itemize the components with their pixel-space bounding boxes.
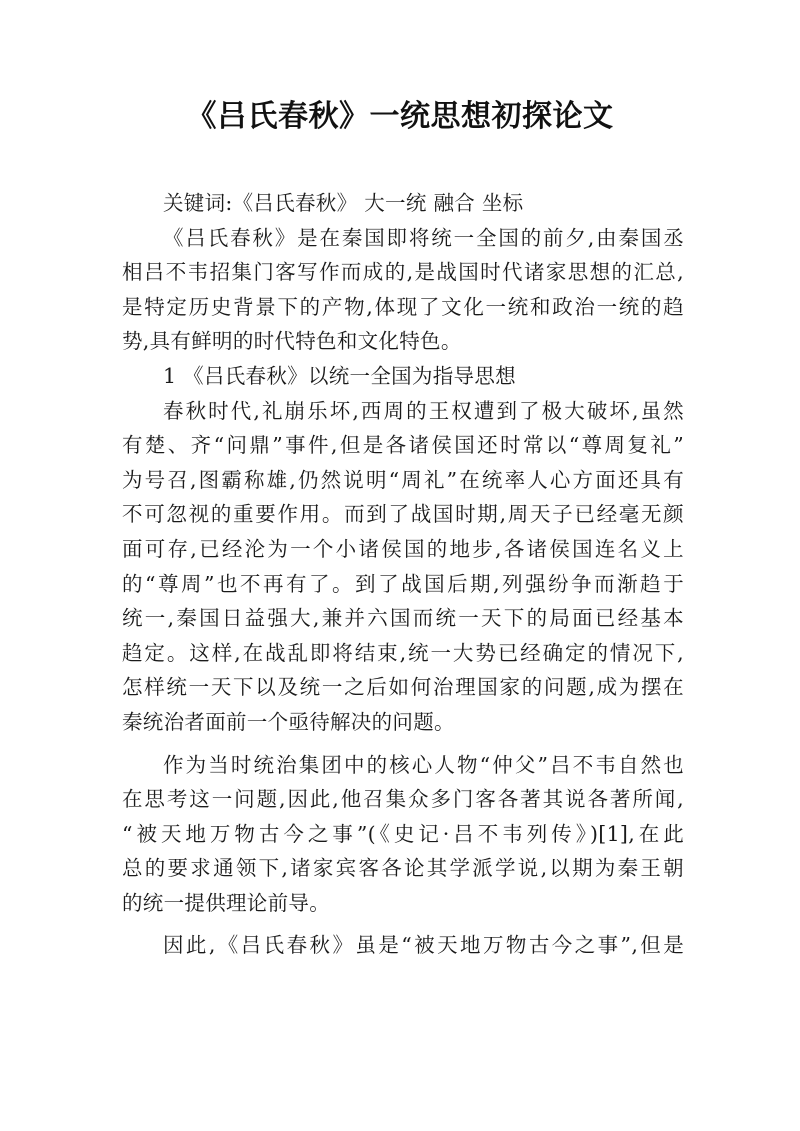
text-line: 有楚、齐“问鼎”事件,但是各诸侯国还时常以“尊周复礼” <box>122 433 684 458</box>
text-line: 不可忽视的重要作用。而到了战国时期,周天子已经毫无颜 <box>122 502 684 527</box>
text-line: 作为当时统治集团中的核心人物“仲父”吕不韦自然也 <box>163 752 684 777</box>
text-line: 的统一提供理论前导。 <box>122 890 330 915</box>
text-line: 相吕不韦招集门客写作而成的,是战国时代诸家思想的汇总, <box>122 260 684 285</box>
paragraph-gap <box>122 920 684 928</box>
text-line: 在思考这一问题,因此,他召集众多门客各著其说各著所闻, <box>122 787 684 812</box>
text-line: 统一,秦国日益强大,兼并六国而统一天下的局面已经基本 <box>122 606 684 631</box>
text-line: 怎样统一天下以及统一之后如何治理国家的问题,成为摆在 <box>122 675 684 700</box>
text-line: 《吕氏春秋》是在秦国即将统一全国的前夕,由秦国丞 <box>163 225 684 250</box>
text-line: 的“尊周”也不再有了。到了战国后期,列强纷争而渐趋于 <box>122 571 684 596</box>
text-line: 势,具有鲜明的时代特色和文化特色。 <box>122 329 462 354</box>
text-line: 面可存,已经沦为一个小诸侯国的地步,各诸侯国连名义上 <box>122 536 684 561</box>
text-line: 是特定历史背景下的产物,体现了文化一统和政治一统的趋 <box>122 294 684 319</box>
text-line: 因此,《吕氏春秋》虽是“被天地万物古今之事”,但是 <box>163 933 684 958</box>
text-line: 关键词:《吕氏春秋》 大一统 融合 坐标 <box>163 191 524 215</box>
document-title: 《吕氏春秋》一统思想初探论文 <box>186 99 614 134</box>
text-line: 为号召,图霸称雄,仍然说明“周礼”在统率人心方面还具有 <box>122 467 684 492</box>
text-line: 1 《吕氏春秋》以统一全国为指导思想 <box>163 363 516 388</box>
text-line: 秦统治者面前一个亟待解决的问题。 <box>122 709 455 734</box>
text-line: “被天地万物古今之事”(《史记·吕不韦列传》)[1],在此 <box>122 821 684 846</box>
text-line: 总的要求通领下,诸家宾客各论其学派学说,以期为秦王朝 <box>122 856 684 881</box>
document-body <box>122 186 684 963</box>
text-line: 春秋时代,礼崩乐坏,西周的王权遭到了极大破坏,虽然 <box>163 398 684 423</box>
text-line: 趋定。这样,在战乱即将结束,统一大势已经确定的情况下, <box>122 640 684 665</box>
paragraph-gap <box>122 740 684 748</box>
